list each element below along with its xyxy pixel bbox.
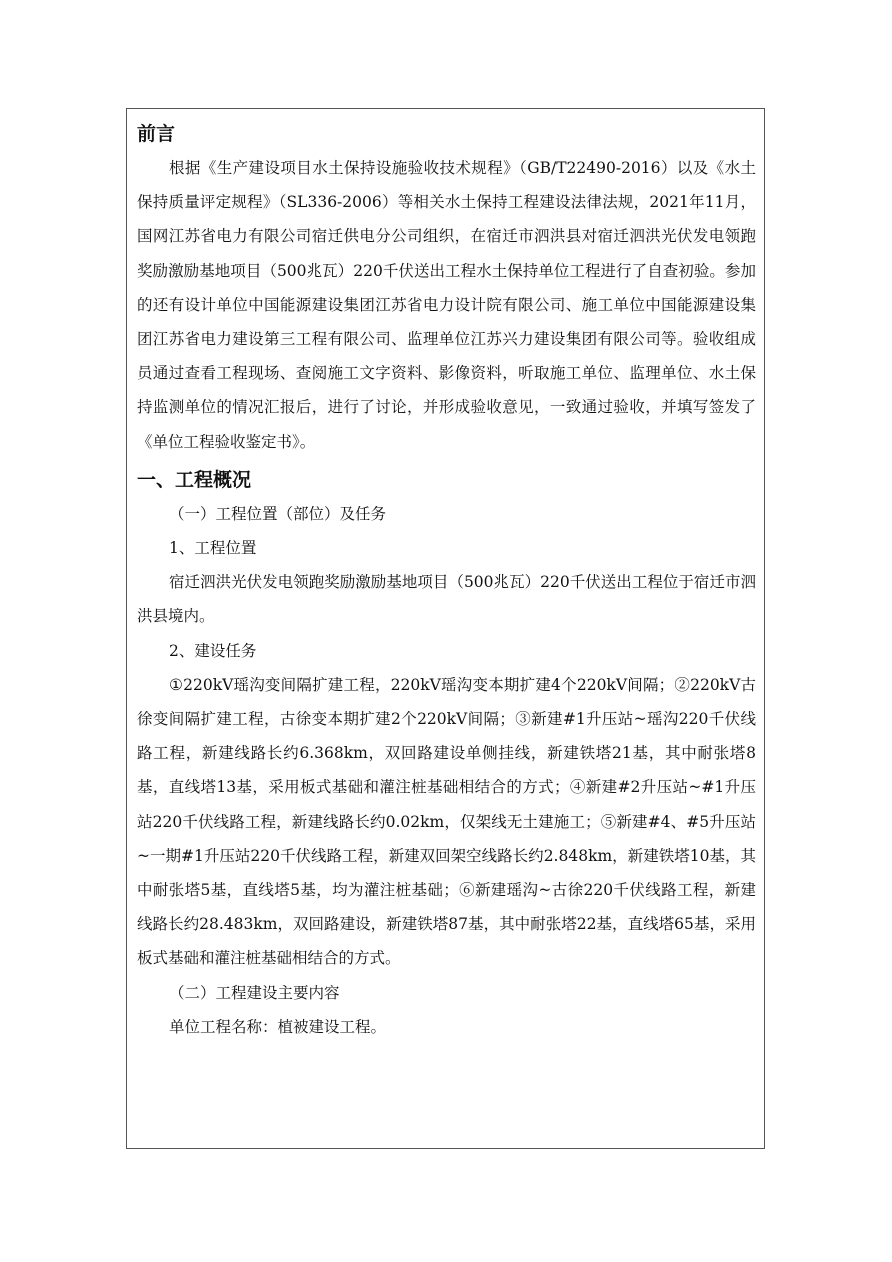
section-heading-overview: 一、工程概况 (137, 468, 252, 491)
item-location-text: 宿迁泗洪光伏发电领跑奖励激励基地项目（500兆瓦）220千伏送出工程位于宿迁市泗洪县境内。 (137, 573, 756, 626)
document-content (137, 117, 756, 1044)
subsection-main-content: （二）工程建设主要内容 (169, 983, 340, 1002)
item-task-text: ①220kV瑶沟变间隔扩建工程，220kV瑶沟变本期扩建4个220kV间隔；②220kV古徐变间隔扩建工程，古徐变本期扩建2个220kV间隔；③新建#1升压站~瑶沟220千伏线路工程，新建线路长约6.368km，双回路建设单侧挂线，新建铁塔21基，其中耐张塔8基，直线塔13基，采用板式基础和灌注桩基础相结合的方式；④新建#2升压站~#1升压站220千伏线路工程，新建线路长约0.02km，仅架线无土建施工；⑤新建#4、#5升压站~一期#1升压站220千伏线路工程，新建双回架空线路长约2.848km，新建铁塔10基，其中耐张塔5基，直线塔5基，均为灌注桩基础；⑥新建瑶沟~古徐220千伏线路工程，新建线路长约28.483km，双回路建设，新建铁塔87基，其中耐张塔22基，直线塔65基，采用板式基础和灌注桩基础相结合的方式。 (137, 675, 756, 968)
document-frame (126, 108, 765, 1149)
preface-heading: 前言 (137, 123, 176, 145)
preface-paragraph: 根据《生产建设项目水土保持设施验收技术规程》（GB/T22490-2016）以及《水土保持质量评定规程》（SL336-2006）等相关水土保持工程建设法律法规，2021年11月，国网江苏省电力有限公司宿迁供电分公司组织，在宿迁市泗洪县对宿迁泗洪光伏发电领跑奖励激励基地项目（500兆瓦）220千伏送出工程水土保持单位工程进行了自查初验。参加的还有设计单位中国能源建设集团江苏省电力设计院有限公司、施工单位中国能源建设集团江苏省电力建设第三工程有限公司、监理单位江苏兴力建设集团有限公司等。验收组成员通过查看工程现场、查阅施工文字资料、影像资料，听取施工单位、监理单位、水土保持监测单位的情况汇报后，进行了讨论，并形成验收意见，一致通过验收，并填写签发了《单位工程验收鉴定书》。 (137, 159, 756, 451)
item-location-title: 1、工程位置 (169, 539, 257, 558)
unit-project-name: 单位工程名称：植被建设工程。 (169, 1017, 387, 1036)
item-task-title: 2、建设任务 (169, 641, 257, 660)
subsection-location-task: （一）工程位置（部位）及任务 (169, 504, 387, 523)
